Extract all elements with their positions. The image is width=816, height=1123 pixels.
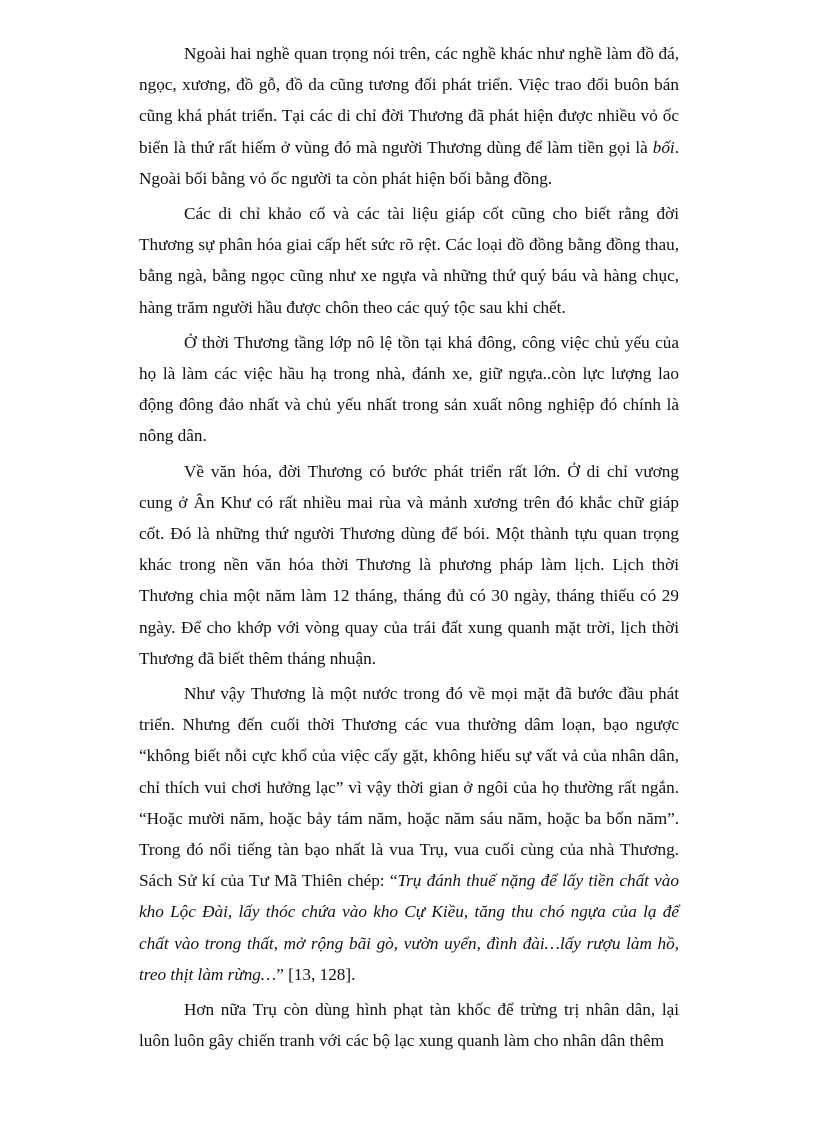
italic-term-boi: bối <box>652 137 675 157</box>
paragraph-class-division <box>139 198 679 323</box>
paragraph-tru-punishment <box>139 994 679 1056</box>
paragraph-crafts-trade <box>139 38 679 194</box>
document-page <box>139 38 679 1061</box>
text-run: Về văn hóa, đời Thương có bước phát triển rất lớn. Ở di chỉ vương cung ở Ân Khư có rất nhiều mai rùa và mảnh xương trên đó khắc chữ giáp cốt. Đó là những thứ người Thương dùng để bói. Một thành tựu quan trọng khác trong nền văn hóa thời Thương là phương pháp làm lịch. Lịch thời Thương chia một năm làm 12 tháng, tháng đủ có 30 ngày, tháng thiếu có 29 ngày. Để cho khớp với vòng quay của trái đất xung quanh mặt trời, lịch thời Thương đã biết thêm tháng nhuận. <box>139 461 679 668</box>
text-run: Các di chỉ khảo cổ và các tài liệu giáp cốt cũng cho biết rằng đời Thương sự phân hóa giai cấp hết sức rõ rệt. Các loại đồ đồng bằng đồng thau, bằng ngà, bằng ngọc cũng như xe ngựa và những thứ quý báu và hàng chục, hàng trăm người hầu được chôn theo các quý tộc sau khi chết. <box>139 204 679 317</box>
text-run: . Ngoài bối bằng vỏ ốc người ta còn phát hiện bối bằng đồng. <box>139 137 679 188</box>
text-run: Như vậy Thương là một nước trong đó về mọi mặt đã bước đầu phát triển. Nhưng đến cuối thời Thương các vua thường dâm loạn, bạo ngược “không biết nỗi cực khổ của việc cấy gặt, không hiểu sự vất vả của nhân dân, chỉ thích vui chơi hưởng lạc” vì vậy thời gian ở ngôi của họ thường rất ngắn. “Hoặc mười năm, hoặc bảy tám năm, hoặc năm sáu năm, hoặc ba bốn năm”. Trong đó nổi tiếng tàn bạo nhất là vua Trụ, vua cuối cùng của nhà Thương. Sách Sử kí của Tư Mã Thiên chép: “ <box>139 684 679 891</box>
italic-quotation: Trụ đánh thuế nặng để lấy tiền chất vào kho Lộc Đài, lấy thóc chứa vào kho Cự Kiều, tăng thu chó ngựa của lạ để chất vào trong thất, mở rộng bãi gò, vườn uyển, đình đài…lấy rượu làm hồ, treo thịt làm rừng… <box>139 871 679 984</box>
paragraph-late-shang-kings <box>139 678 679 990</box>
text-run: Ở thời Thương tầng lớp nô lệ tồn tại khá đông, công việc chủ yếu của họ là làm các việc hầu hạ trong nhà, đánh xe, giữ ngựa..còn lực lượng lao động đông đảo nhất và chủ yếu nhất trong sản xuất nông nghiệp đó chính là nông dân. <box>139 332 679 446</box>
text-run: Ngoài hai nghề quan trọng nói trên, các nghề khác như nghề làm đồ đá, ngọc, xương, đồ gỗ, đồ da cũng tương đối phát triển. Việc trao đổi buôn bán cũng khá phát triển. Tại các di chỉ đời Thương đã phát hiện được nhiều vỏ ốc biển là thứ rất hiếm ở vùng đó mà người Thương dùng để làm tiền gọi là <box>139 44 679 157</box>
text-run: Hơn nữa Trụ còn dùng hình phạt tàn khốc để trừng trị nhân dân, lại luôn luôn gây chiến tranh với các bộ lạc xung quanh làm cho nhân dân thêm <box>139 1000 679 1051</box>
paragraph-culture-calendar <box>139 456 679 674</box>
text-run: ” [13, 128]. <box>276 964 356 984</box>
paragraph-slaves-peasants <box>139 327 679 452</box>
